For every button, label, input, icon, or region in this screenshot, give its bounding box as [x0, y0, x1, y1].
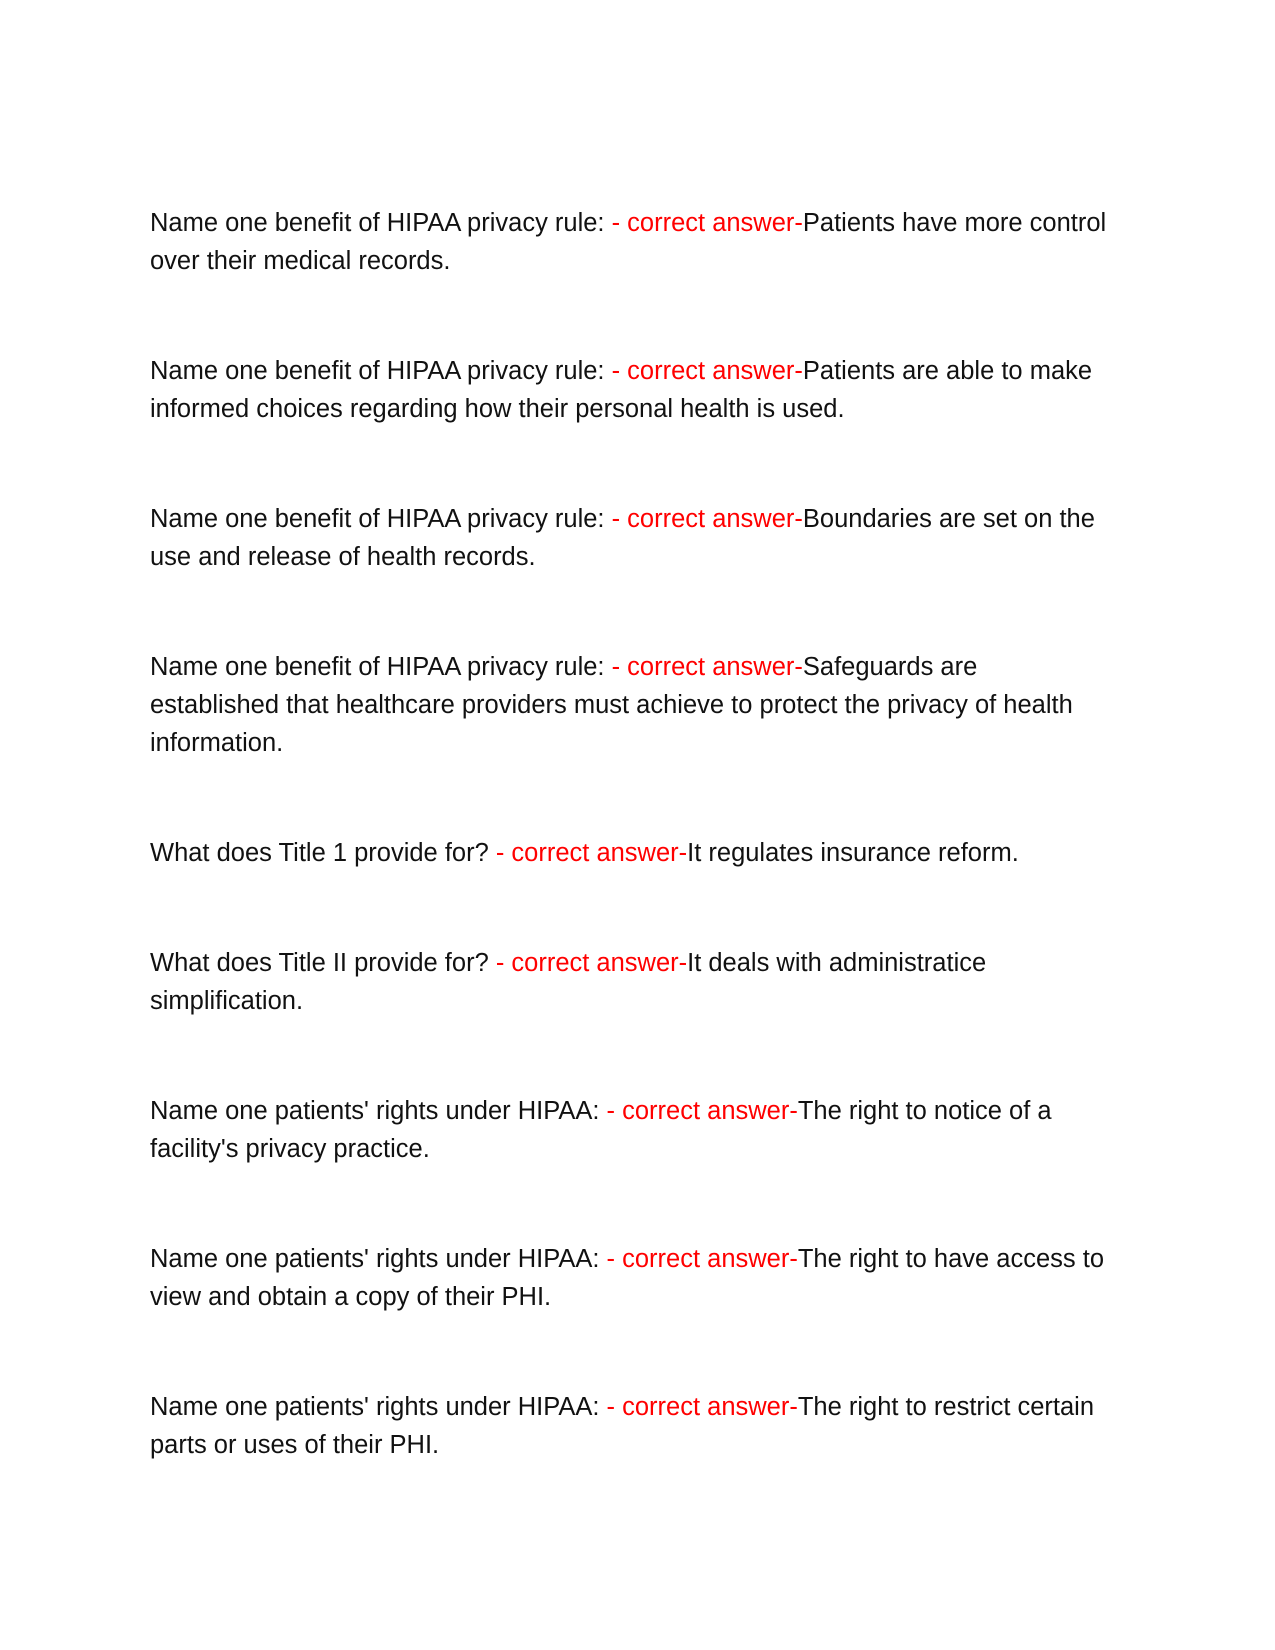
answer-text: Patients have more control over their medical records. — [150, 209, 1107, 275]
qa-item — [150, 944, 1110, 1020]
question-text: What does Title 1 provide for? — [150, 839, 489, 867]
qa-item — [150, 1092, 1110, 1168]
question-text: What does Title II provide for? — [150, 949, 489, 977]
answer-text: Safeguards are established that healthcare providers must achieve to protect the privacy of health information. — [150, 653, 1073, 757]
answer-text: Patients are able to make informed choices regarding how their personal health is used. — [150, 357, 1093, 423]
answer-separator: - correct answer- — [488, 839, 688, 867]
question-text: Name one benefit of HIPAA privacy rule: — [150, 653, 605, 681]
qa-item — [150, 648, 1110, 762]
qa-list — [150, 204, 1110, 1536]
answer-text: The right to restrict certain parts or uses of their PHI. — [150, 1393, 1095, 1459]
qa-item — [150, 204, 1110, 280]
question-text: Name one benefit of HIPAA privacy rule: — [150, 209, 605, 237]
question-text: Name one benefit of HIPAA privacy rule: — [150, 505, 605, 533]
answer-separator: - correct answer- — [488, 949, 688, 977]
answer-text: It regulates insurance reform. — [687, 839, 1019, 867]
answer-separator: - correct answer- — [599, 1245, 798, 1273]
qa-item — [150, 500, 1110, 576]
qa-item — [150, 834, 1110, 872]
answer-text: The right to have access to view and obtain a copy of their PHI. — [150, 1245, 1105, 1311]
qa-item — [150, 1388, 1110, 1464]
answer-separator: - correct answer- — [599, 1097, 798, 1125]
answer-separator: - correct answer- — [604, 653, 803, 681]
answer-text: The right to notice of a facility's privacy practice. — [150, 1097, 1052, 1163]
question-text: Name one patients' rights under HIPAA: — [150, 1245, 600, 1273]
answer-separator: - correct answer- — [604, 505, 803, 533]
question-text: Name one benefit of HIPAA privacy rule: — [150, 357, 605, 385]
qa-item — [150, 352, 1110, 428]
answer-text: Boundaries are set on the use and release of health records. — [150, 505, 1095, 571]
answer-separator: - correct answer- — [604, 209, 803, 237]
qa-item — [150, 1240, 1110, 1316]
question-text: Name one patients' rights under HIPAA: — [150, 1097, 600, 1125]
answer-text: It deals with administratice simplification. — [150, 949, 987, 1015]
answer-separator: - correct answer- — [604, 357, 803, 385]
question-text: Name one patients' rights under HIPAA: — [150, 1393, 600, 1421]
answer-separator: - correct answer- — [599, 1393, 798, 1421]
